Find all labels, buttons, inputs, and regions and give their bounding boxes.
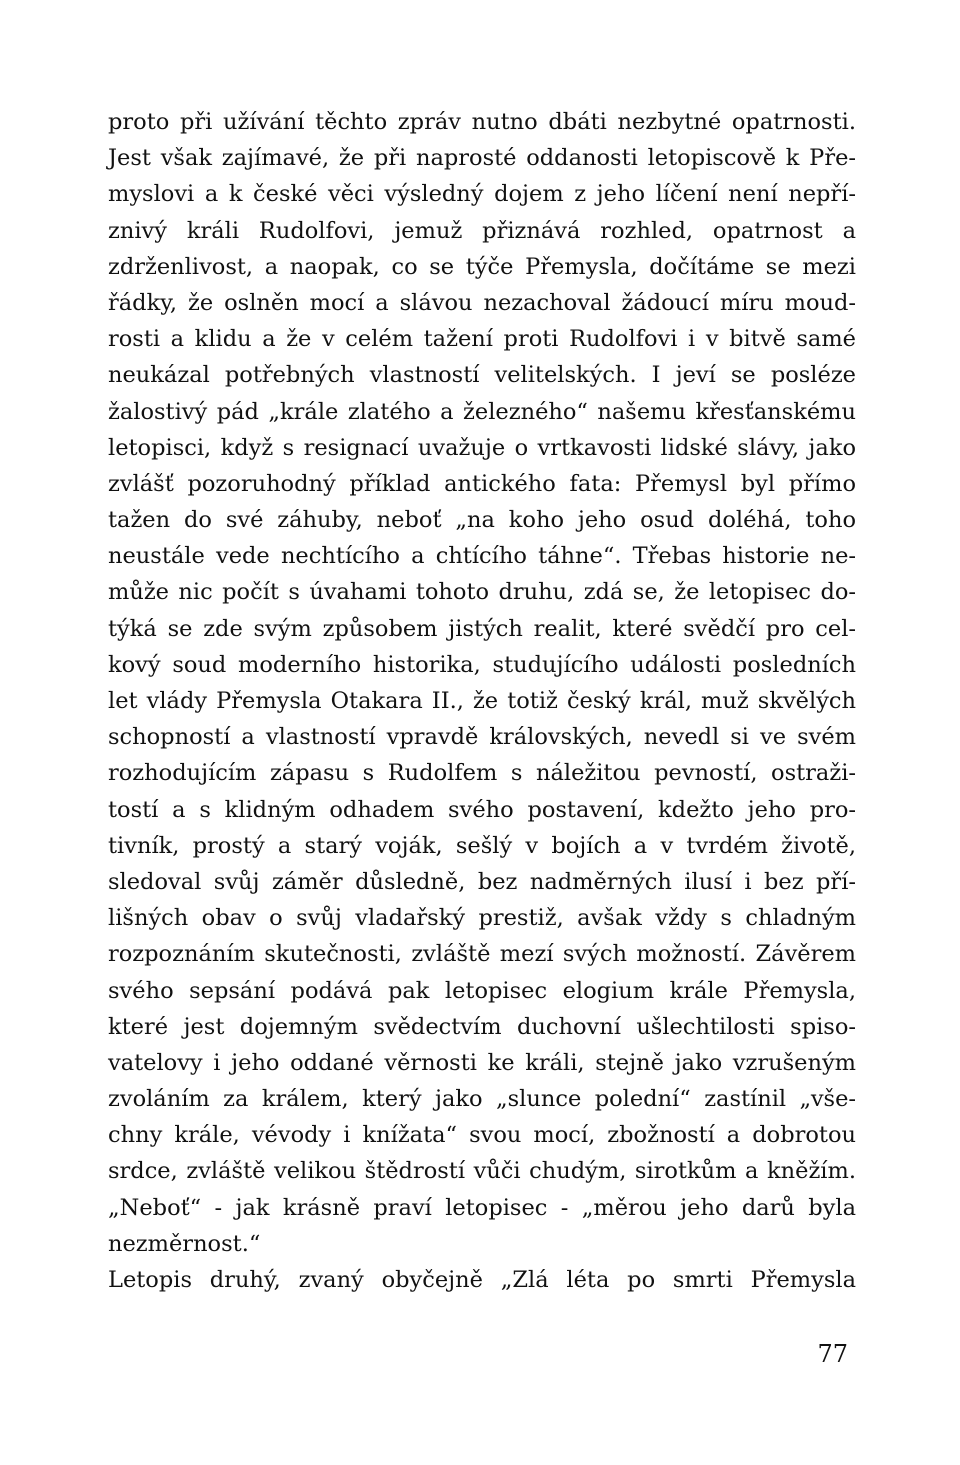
text-line: žalostivý pád „krále zlatého a železného“ našemu křesťanskému: [108, 398, 856, 425]
text-line: proto při užívání těchto zpráv nutno dbáti nezbytné opatrnosti.: [108, 109, 856, 135]
text-line: Letopis druhý, zvaný obyčejně „Zlá léta po smrti Přemysla: [108, 1267, 856, 1293]
text-line: schopností a vlastností vpravdě královských, nevedl si ve svém: [108, 724, 856, 751]
text-line: „Neboť“ - jak krásně praví letopisec - „měrou jeho darů byla: [108, 1194, 856, 1221]
text-line: let vlády Přemysla Otakara II., že totiž český král, muž skvělých: [108, 688, 856, 714]
paragraph-end-line: nezměrnost.“: [108, 1230, 261, 1257]
text-line: rozpoznáním skutečnosti, zvláště mezí svých možností. Závěrem: [108, 941, 856, 968]
text-line: neustále vede nechtícího a chtícího táhne“. Třebas historie ne-: [108, 543, 856, 570]
text-line: řádky, že oslněn mocí a slávou nezachoval žádoucí míru moud-: [108, 289, 856, 316]
body-text: [108, 104, 856, 1298]
text-line: srdce, zvláště velikou štědrostí vůči chudým, sirotkům a kněžím.: [108, 1158, 856, 1185]
text-line: tostí a s klidným odhadem svého postavení, kdežto jeho pro-: [108, 796, 856, 823]
text-line: tažen do své záhuby, neboť „na koho jeho osud doléhá, toho: [108, 507, 856, 534]
page-number: 77: [817, 1340, 848, 1368]
text-line: svého sepsání podává pak letopisec elogium krále Přemysla,: [108, 977, 856, 1004]
text-line: kový soud moderního historika, studujícího události posledních: [108, 651, 856, 678]
text-line: zvoláním za králem, který jako „slunce polední“ zastínil „vše-: [108, 1086, 856, 1113]
text-line: sledoval svůj záměr důsledně, bez nadměrných ilusí i bez pří-: [108, 868, 856, 895]
text-line: neukázal potřebných vlastností velitelských. I jeví se posléze: [108, 362, 856, 389]
text-line: zvlášť pozoruhodný příklad antického fata: Přemysl byl přímo: [108, 470, 856, 497]
text-line: chny krále, vévody i knížata“ svou mocí, zbožností a dobrotou: [108, 1122, 856, 1149]
text-line: tivník, prostý a starý voják, sešlý v bojích a v tvrdém životě,: [108, 832, 856, 859]
text-line: myslovi a k české věci výsledný dojem z jeho líčení není nepří-: [108, 181, 856, 208]
text-line: Jest však zajímavé, že při naprosté oddanosti letopiscově k Pře-: [108, 145, 856, 172]
text-line: může nic počít s úvahami tohoto druhu, zdá se, že letopisec do-: [108, 579, 856, 606]
text-line: rosti a klidu a že v celém tažení proti Rudolfovi i v bitvě samé: [108, 326, 856, 353]
text-line: rozhodujícím zápasu s Rudolfem s náležitou pevností, ostraži-: [108, 760, 856, 787]
text-line: týká se zde svým způsobem jistých realit, které svědčí pro cel-: [108, 615, 856, 642]
text-line: znivý králi Rudolfovi, jemuž přiznává rozhled, opatrnost a: [108, 217, 856, 244]
text-line: zdrženlivost, a naopak, co se týče Přemysla, dočítáme se mezi: [108, 253, 856, 280]
text-line: které jest dojemným svědectvím duchovní ušlechtilosti spiso-: [108, 1013, 856, 1040]
text-line: letopisci, když s resignací uvažuje o vrtkavosti lidské slávy, jako: [108, 434, 856, 461]
text-line: vatelovy i jeho oddané věrnosti ke králi, stejně jako vzrušeným: [108, 1049, 856, 1076]
text-line: lišných obav o svůj vladařský prestiž, avšak vždy s chladným: [108, 905, 856, 932]
